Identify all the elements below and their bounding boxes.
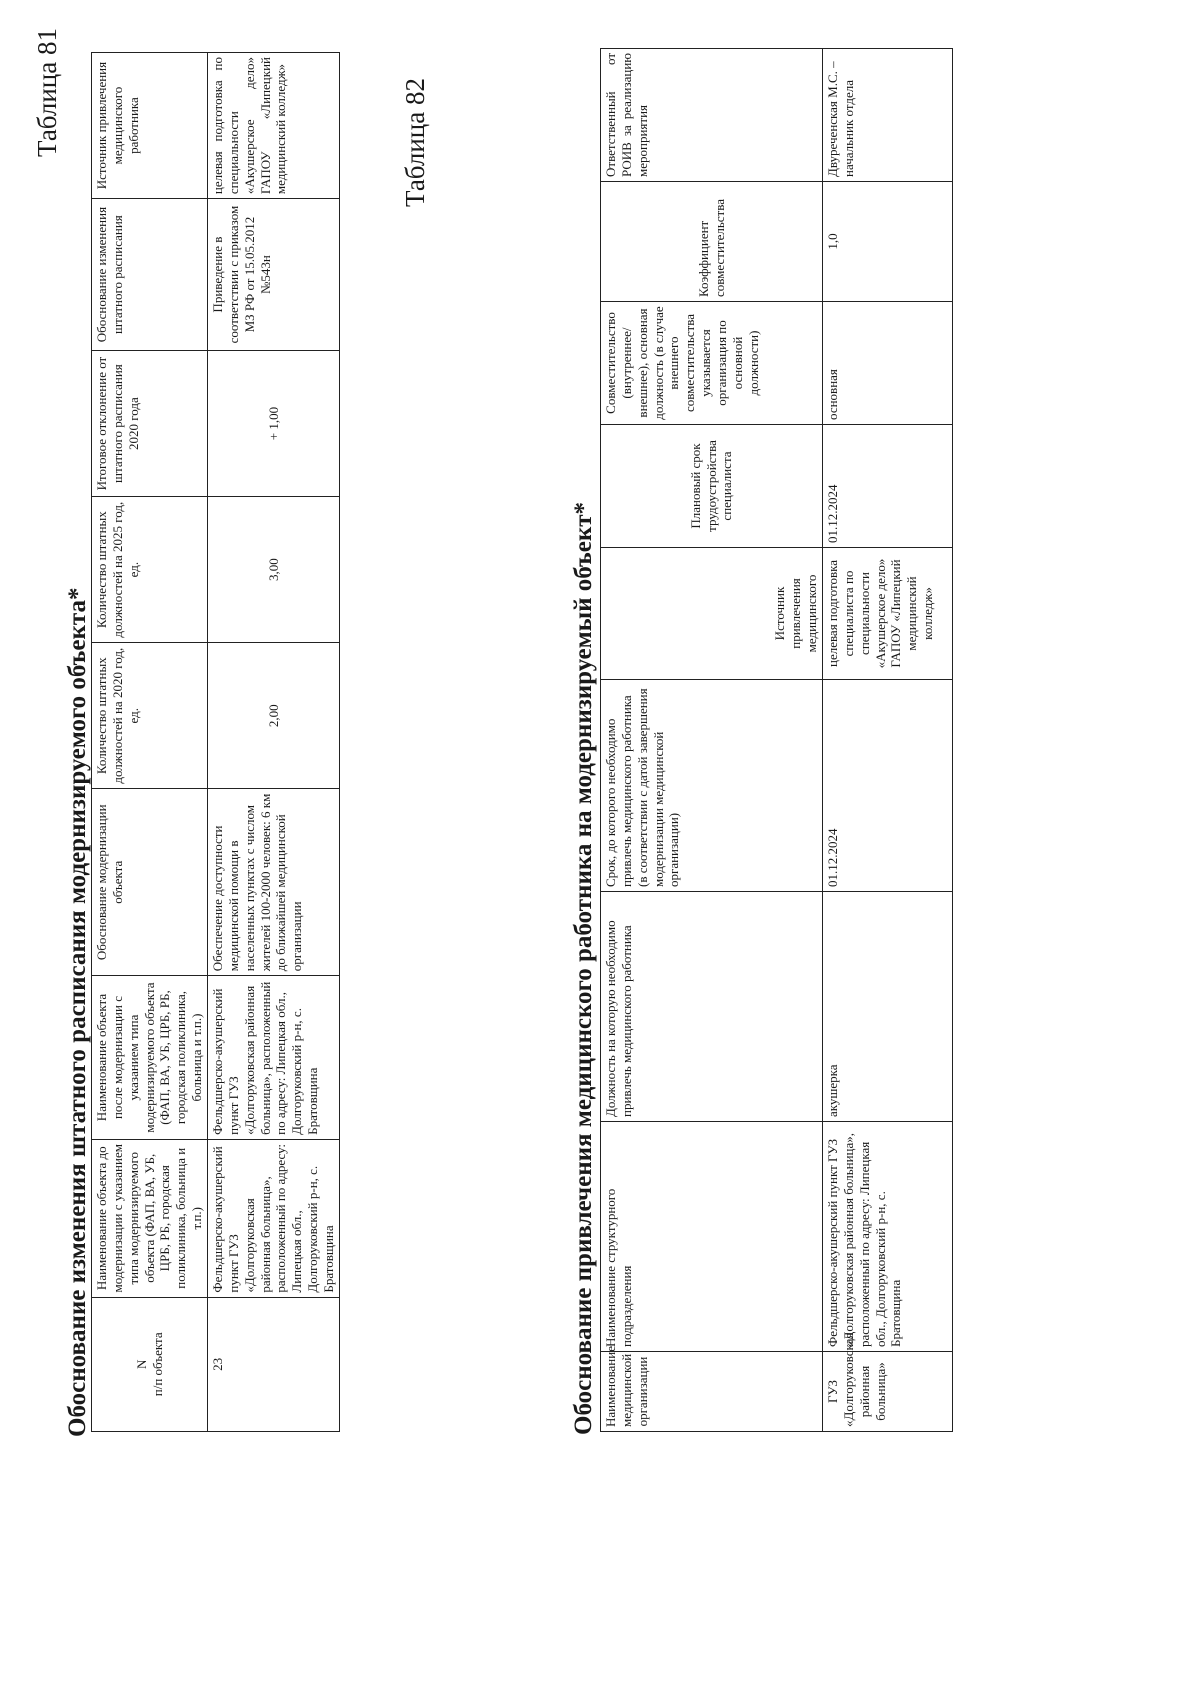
table-81-title: Обоснование изменения штатного расписания модернизируемого объекта* <box>64 587 91 1437</box>
t81-cell-deviation: + 1,00 <box>208 351 340 497</box>
t81-header-count-2020: Количество штатных должностей на 2020 год, ед. <box>92 643 208 789</box>
t81-header-staff-change: Обоснование изменения штатного расписания <box>92 199 208 351</box>
table-82-title: Обоснование привлечения медицинского работника на модернизируемый объект* <box>570 501 597 1435</box>
table-82-header-row <box>601 49 717 1432</box>
t82-header-organization: Наименование медицинской организации <box>601 1352 823 1432</box>
t81-cell-count-2025: 3,00 <box>208 497 340 643</box>
t82-header-coefficient: Коэффициент совместительства <box>601 182 823 302</box>
t82-cell-planned-date: 01.12.2024 <box>823 425 953 548</box>
t81-cell-num: 23 <box>208 1297 340 1431</box>
table-82-caption: Таблица 82 <box>400 78 430 207</box>
table-81-header-row <box>92 53 208 1432</box>
t82-header-source: Источник привлечения медицинского <box>601 548 823 680</box>
table-82 <box>600 48 953 1432</box>
t82-cell-position: акушерка <box>823 892 953 1122</box>
t81-header-justification: Обоснование модернизации объекта <box>92 789 208 976</box>
t82-cell-combination: основная <box>823 302 953 425</box>
t81-cell-source: целевая подготовка по специальности «Акушерское дело» ГАПОУ «Липецкий медицинский колледж» <box>208 53 340 199</box>
t82-cell-deadline: 01.12.2024 <box>823 680 953 892</box>
t82-cell-unit: Фельдшерско-акушерский пункт ГУЗ «Долгоруковская районная больница», расположенный по адресу: Липецкая обл., Долгоруковский р-н, с. Братовщина <box>823 1122 953 1352</box>
t82-header-unit: Наименование структурного подразделения <box>601 1122 823 1352</box>
t82-cell-coefficient: 1,0 <box>823 182 953 302</box>
t81-header-count-2025: Количество штатных должностей на 2025 год, ед. <box>92 497 208 643</box>
table-81 <box>91 52 340 1432</box>
t82-header-responsible: Ответственный от РОИВ за реализацию мероприятия <box>601 49 823 182</box>
t82-header-deadline: Срок, до которого необходимо привлечь медицинского работника (в соответствии с датой завершения модернизации медицинской организации) <box>601 680 823 892</box>
t82-cell-source: целевая подготовка специалиста по специальности «Акушерское дело» ГАПОУ «Липецкий медицинский колледж» <box>823 548 953 680</box>
t82-cell-organization: ГУЗ «Долгоруковская районная больница» <box>823 1352 953 1432</box>
table-81-caption: Таблица 81 <box>32 28 62 157</box>
t82-cell-responsible: Двуреченская М.С. – начальник отдела <box>823 49 953 182</box>
t81-header-deviation: Итоговое отклонение от штатного расписания 2020 года <box>92 351 208 497</box>
t81-cell-name-before: Фельдшерско-акушерский пункт ГУЗ «Долгоруковская районная больница», расположенный по адресу: Липецкая обл., Долгоруковский р-н, с. Братовщина <box>208 1139 340 1297</box>
t82-header-position: Должность на которую необходимо привлечь медицинского работника <box>601 892 823 1122</box>
t81-cell-staff-change: Приведение в соответствии с приказом МЗ РФ от 15.05.2012 №543н <box>208 199 340 351</box>
table-row <box>208 53 340 1432</box>
t81-cell-justification: Обеспечение доступности медицинской помощи в населенных пунктах с числом жителей 100-2000 человек: 6 км до ближайшей медицинской организации <box>208 789 340 976</box>
t81-header-name-after: Наименование объекта после модернизации с указанием типа модернизируемого объекта (ФАП, ВА, УБ, ЦРБ, РБ, городская поликлиника, больница и т.п.) <box>92 976 208 1140</box>
t82-header-combination: Совместительство (внутреннее/внешнее), основная должность (в случае внешнего совместительства указывается организация по основной должности) <box>601 302 823 425</box>
t81-cell-count-2020: 2,00 <box>208 643 340 789</box>
t81-header-source: Источник привлечения медицинского работника <box>92 53 208 199</box>
t82-header-planned-date: Плановый срок трудоустройства специалиста <box>601 425 823 548</box>
t81-cell-name-after: Фельдшерско-акушерский пункт ГУЗ «Долгоруковская районная больница», расположенный по адресу: Липецкая обл., Долгоруковский р-н, с. Братовщина <box>208 976 340 1140</box>
t81-header-name-before: Наименование объекта до модернизации с указанием типа модернизируемого объекта (ФАП, ВА, УБ, ЦРБ, РБ, городская поликлиника, больница и т.п.) <box>92 1139 208 1297</box>
t81-header-num: N п/п объекта <box>92 1297 208 1431</box>
table-row <box>823 49 953 1432</box>
